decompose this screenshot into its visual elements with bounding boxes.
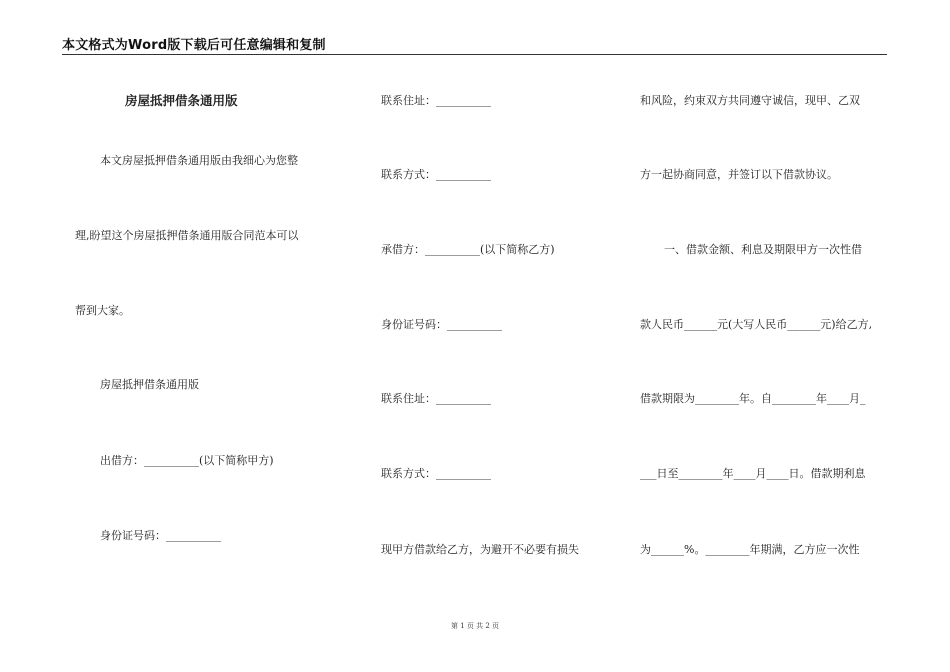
lender-address-line: 联系住址：__________ (381, 94, 491, 107)
paragraph-line: 现甲方借款给乙方，为避开不必要有损失 (381, 543, 579, 556)
loan-amount-line: 款人民币______元(大写人民币______元)给乙方, (640, 318, 873, 331)
loan-dates-line: ___日至________年____月____日。借款期利息 (640, 467, 866, 480)
lender-contact-line: 联系方式：__________ (381, 168, 491, 181)
lender-line: 出借方：__________(以下简称甲方) (100, 454, 274, 467)
lender-id-line: 身份证号码：__________ (100, 529, 221, 542)
paragraph-line: 理,盼望这个房屋抵押借条通用版合同范本可以 (75, 229, 299, 242)
interest-line: 为______%。________年期满，乙方应一次性 (640, 543, 860, 556)
paragraph-line: 本文房屋抵押借条通用版由我细心为您整 (100, 154, 298, 167)
section-heading: 房屋抵押借条通用版 (100, 378, 199, 391)
document-title: 房屋抵押借条通用版 (125, 93, 238, 108)
clause-heading: 一、借款金额、利息及期限甲方一次性借 (664, 243, 862, 256)
paragraph-line: 方一起协商同意，并签订以下借款协议。 (640, 168, 838, 181)
borrower-address-line: 联系住址：__________ (381, 392, 491, 405)
page-header (62, 34, 887, 55)
page-footer: 第 1 页 共 2 页 (450, 622, 500, 630)
borrower-line: 承借方：__________(以下简称乙方) (381, 243, 555, 256)
borrower-contact-line: 联系方式：__________ (381, 467, 491, 480)
paragraph-line: 帮到大家。 (75, 304, 130, 317)
header-text: 本文格式为Word版下载后可任意编辑和复制 (62, 38, 326, 53)
loan-term-line: 借款期限为________年。自________年____月_ (640, 392, 866, 405)
paragraph-line: 和风险，约束双方共同遵守诚信，现甲、乙双 (640, 94, 860, 107)
borrower-id-line: 身份证号码：__________ (381, 318, 502, 331)
